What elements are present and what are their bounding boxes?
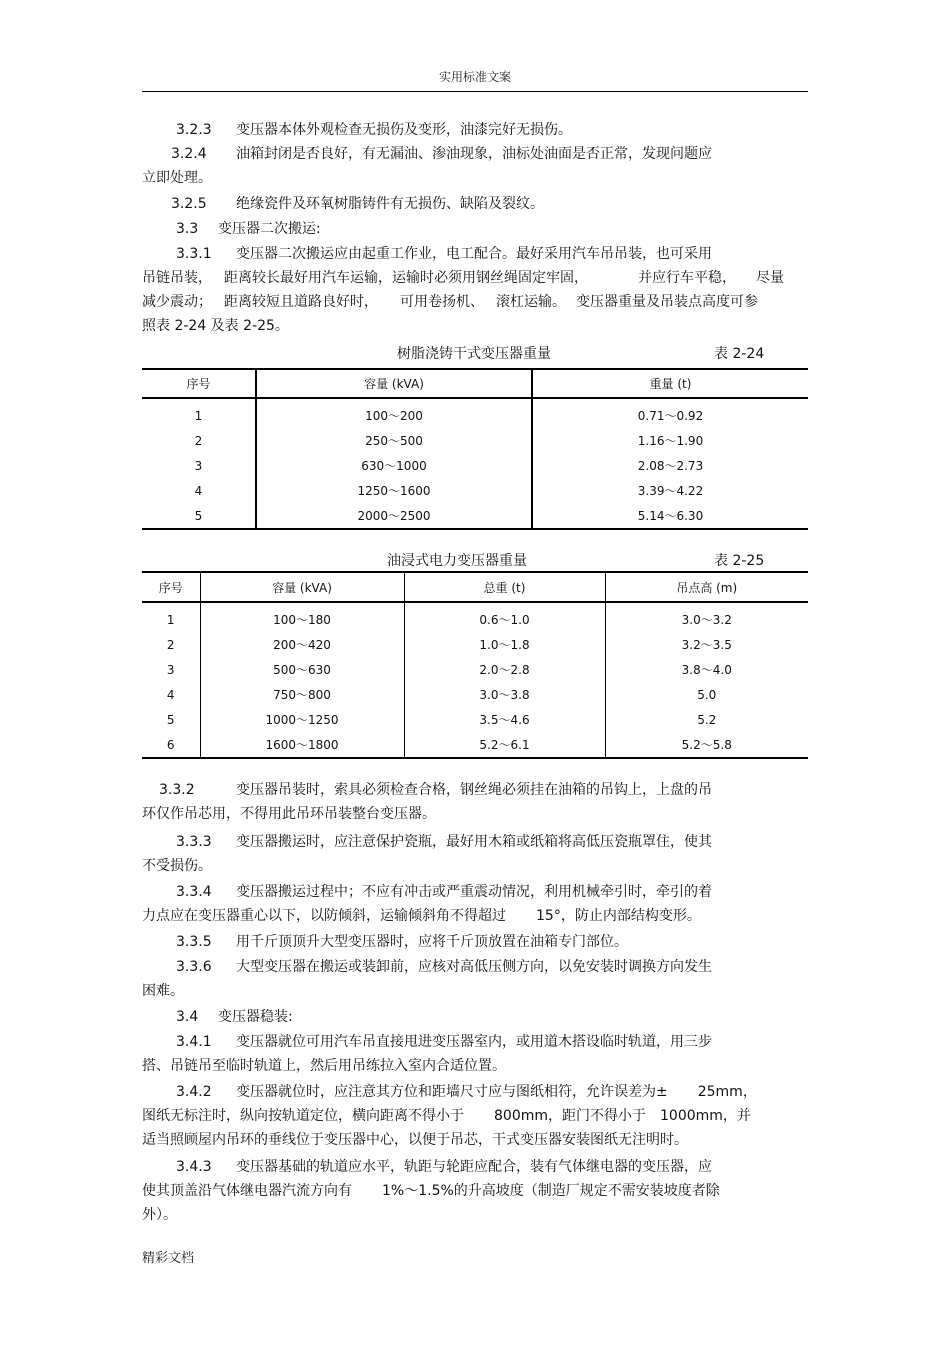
table-row — [142, 602, 808, 632]
table-2-25-label: 表 2-25 — [714, 553, 765, 569]
table-cell: 1.16～1.90 — [532, 428, 808, 453]
paragraph-text: 照表 2-24 及表 2-25。 — [142, 318, 289, 334]
table-cell: 1000～1250 — [200, 707, 404, 732]
section-number: 3.2.4 — [171, 146, 207, 162]
table-row — [142, 707, 808, 732]
table-cell: 100～200 — [256, 398, 532, 428]
table-cell: 5.0 — [605, 682, 808, 707]
paragraph-text: 搭、吊链吊至临时轨道上，然后用吊练拉入室内合适位置。 — [142, 1058, 506, 1074]
paragraph-3-3-5 — [142, 930, 808, 954]
section-number: 3.4.1 — [176, 1034, 212, 1050]
section-number: 3.3.5 — [176, 934, 212, 950]
paragraph-text: 减少震动； — [142, 294, 212, 310]
section-number: 3.3.3 — [176, 834, 212, 850]
table-2-25-title: 油浸式电力变压器重量 — [387, 553, 527, 569]
table-cell: 1 — [194, 408, 203, 423]
table-cell: 1600～1800 — [200, 732, 404, 758]
page-header: 实用标准文案 — [438, 70, 511, 84]
paragraph-3-3-2 — [142, 778, 808, 826]
table-cell: 200～420 — [200, 632, 404, 657]
table-header-row — [142, 572, 808, 602]
table-cell: 3.39～4.22 — [532, 478, 808, 503]
table-cell: 3 — [194, 458, 203, 473]
table-cell: 6 — [166, 737, 175, 752]
paragraph-text: 环仅作吊芯用，不得用此吊环吊装整台变压器。 — [142, 806, 436, 822]
paragraph-text: 力点应在变压器重心以下，以防倾斜，运输倾斜角不得超过 — [142, 908, 506, 924]
paragraph-text: 立即处理。 — [142, 170, 212, 186]
section-number: 3.3.4 — [176, 884, 212, 900]
section-heading: 变压器稳装: — [218, 1009, 293, 1025]
paragraph-text: 不受损伤。 — [142, 858, 212, 874]
paragraph-3-3-3 — [142, 830, 808, 878]
table-2-25 — [142, 571, 808, 759]
section-number: 3.3 — [176, 221, 199, 237]
table-cell: 4 — [194, 483, 203, 498]
paragraph-text: 变压器搬运时，应注意保护瓷瓶，最好用木箱或纸箱将高低压瓷瓶罩住，使其 — [236, 834, 712, 850]
paragraph-text: 适当照顾屋内吊环的垂线位于变压器中心，以便于吊芯，干式变压器安装图纸无注明时。 — [142, 1132, 688, 1148]
table-cell: 5.2～5.8 — [605, 732, 808, 758]
table-cell: 630～1000 — [256, 453, 532, 478]
paragraph-text: 1%～1.5%的升高坡度（制造厂规定不需安装坡度者除 — [382, 1183, 720, 1199]
paragraph-text: 变压器搬运过程中；不应有冲击或严重震动情况，利用机械牵引时，牵引的着 — [236, 884, 712, 900]
table-cell: 2000～2500 — [256, 503, 532, 529]
paragraph-text: 800mm，距门不得小于 — [494, 1108, 646, 1124]
paragraph-text: 用千斤顶顶升大型变压器时，应将千斤顶放置在油箱专门部位。 — [236, 934, 628, 950]
section-heading: 变压器二次搬运: — [218, 221, 321, 237]
paragraph-text: 外）。 — [142, 1207, 177, 1223]
paragraph-text: 油箱封闭是否良好，有无漏油、渗油现象，油标处油面是否正常，发现问题应 — [236, 146, 712, 162]
paragraph-3-2-3 — [142, 118, 808, 142]
table-cell: 3.0～3.8 — [404, 682, 605, 707]
paragraph-text: 变压器就位可用汽车吊直接甩进变压器室内，或用道木搭设临时轨道，用三步 — [236, 1034, 712, 1050]
paragraph-text: 变压器本体外观检查无损伤及变形，油漆完好无损伤。 — [236, 122, 572, 138]
table-cell: 5.2 — [605, 707, 808, 732]
paragraph-text: 变压器基础的轨道应水平，轨距与轮距应配合，装有气体继电器的变压器，应 — [236, 1159, 712, 1175]
page-footer: 精彩文档 — [142, 1251, 195, 1266]
table-cell: 1.0～1.8 — [404, 632, 605, 657]
column-header: 总重 (t) — [404, 572, 605, 602]
table-cell: 3.8～4.0 — [605, 657, 808, 682]
table-2-24-label: 表 2-24 — [714, 346, 765, 362]
paragraph-text: 变压器就位时，应注意其方位和距墙尺寸应与图纸相符，允许误差为± — [236, 1084, 668, 1100]
paragraph-text: 尽量 — [756, 270, 784, 286]
table-2-24 — [142, 368, 808, 530]
table-row — [142, 732, 808, 758]
paragraph-text: 绝缘瓷件及环氧树脂铸件有无损伤、缺陷及裂纹。 — [236, 196, 544, 212]
table-row — [142, 682, 808, 707]
section-number: 3.2.5 — [171, 196, 207, 212]
column-header: 序号 — [142, 572, 200, 602]
paragraph-3-4-2 — [142, 1080, 808, 1152]
table-cell: 500～630 — [200, 657, 404, 682]
table-row — [142, 428, 808, 453]
table-cell: 2.08～2.73 — [532, 453, 808, 478]
section-number: 3.3.6 — [176, 959, 212, 975]
table-cell: 3.5～4.6 — [404, 707, 605, 732]
section-number: 3.3.1 — [176, 246, 212, 262]
column-header: 容量 (kVA) — [200, 572, 404, 602]
paragraph-3-3 — [142, 217, 808, 241]
table-cell: 2 — [166, 637, 175, 652]
paragraph-text: 1000mm，并 — [660, 1108, 751, 1124]
section-number: 3.4 — [176, 1009, 199, 1025]
table-row — [142, 398, 808, 428]
table-row — [142, 503, 808, 529]
paragraph-3-4-1 — [142, 1030, 808, 1078]
section-number: 3.3.2 — [159, 782, 195, 798]
section-number: 3.4.2 — [176, 1084, 212, 1100]
table-cell: 4 — [166, 687, 175, 702]
paragraph-text: 吊链吊装， — [142, 270, 212, 286]
section-number: 3.4.3 — [176, 1159, 212, 1175]
paragraph-text: 距离较长最好用汽车运输，运输时必须用钢丝绳固定牢固， — [224, 270, 588, 286]
paragraph-3-4-3 — [142, 1155, 808, 1227]
table-row — [142, 657, 808, 682]
table-cell: 750～800 — [200, 682, 404, 707]
table-cell: 2 — [194, 433, 203, 448]
paragraph-text: 使其顶盖沿气体继电器汽流方向有 — [142, 1183, 352, 1199]
paragraph-text: 25mm， — [697, 1084, 757, 1100]
table-cell: 3.2～3.5 — [605, 632, 808, 657]
section-number: 3.2.3 — [176, 122, 212, 138]
paragraph-3-4 — [142, 1005, 808, 1029]
paragraph-text: 变压器吊装时，索具必须检查合格，钢丝绳必须挂在油箱的吊钩上，上盘的吊 — [236, 782, 712, 798]
table-cell: 1 — [166, 612, 175, 627]
paragraph-text: 距离较短且道路良好时， — [224, 294, 378, 310]
paragraph-text: 变压器二次搬运应由起重工作业，电工配合。最好采用汽车吊吊装，也可采用 — [236, 246, 712, 262]
table-row — [142, 453, 808, 478]
table-cell: 2.0～2.8 — [404, 657, 605, 682]
table-cell: 100～180 — [200, 602, 404, 632]
paragraph-3-3-4 — [142, 880, 808, 928]
table-cell: 5 — [194, 508, 203, 523]
table-cell: 250～500 — [256, 428, 532, 453]
paragraph-text: 困难。 — [142, 983, 184, 999]
table-cell: 0.71～0.92 — [532, 398, 808, 428]
column-header: 吊点高 (m) — [605, 572, 808, 602]
paragraph-text: 图纸无标注时，纵向按轨道定位，横向距离不得小于 — [142, 1108, 464, 1124]
table-2-24-title: 树脂浇铸干式变压器重量 — [397, 346, 551, 362]
paragraph-text: 并应行车平稳， — [638, 270, 736, 286]
table-cell: 5.14～6.30 — [532, 503, 808, 529]
table-row — [142, 478, 808, 503]
paragraph-3-3-1 — [142, 242, 808, 338]
column-header: 容量 (kVA) — [256, 369, 532, 398]
paragraph-text: 大型变压器在搬运或装卸前，应核对高低压侧方向，以免安装时调换方向发生 — [236, 959, 712, 975]
table-cell: 3.0～3.2 — [605, 602, 808, 632]
paragraph-3-3-6 — [142, 955, 808, 1003]
table-cell: 3 — [166, 662, 175, 677]
column-header: 重量 (t) — [532, 369, 808, 398]
paragraph-text: 可用卷扬机、 — [400, 294, 484, 310]
table-cell: 1250～1600 — [256, 478, 532, 503]
table-row — [142, 632, 808, 657]
paragraph-text: 15°，防止内部结构变形。 — [536, 908, 701, 924]
paragraph-3-2-5 — [142, 192, 808, 216]
column-header: 序号 — [142, 369, 256, 398]
table-cell: 5 — [166, 712, 175, 727]
paragraph-text: 滚杠运输。 — [496, 294, 566, 310]
table-cell: 0.6～1.0 — [404, 602, 605, 632]
header-rule — [142, 91, 808, 92]
paragraph-3-2-4 — [142, 142, 808, 190]
paragraph-text: 变压器重量及吊装点高度可参 — [576, 294, 758, 310]
table-cell: 5.2～6.1 — [404, 732, 605, 758]
table-header-row — [142, 369, 808, 398]
